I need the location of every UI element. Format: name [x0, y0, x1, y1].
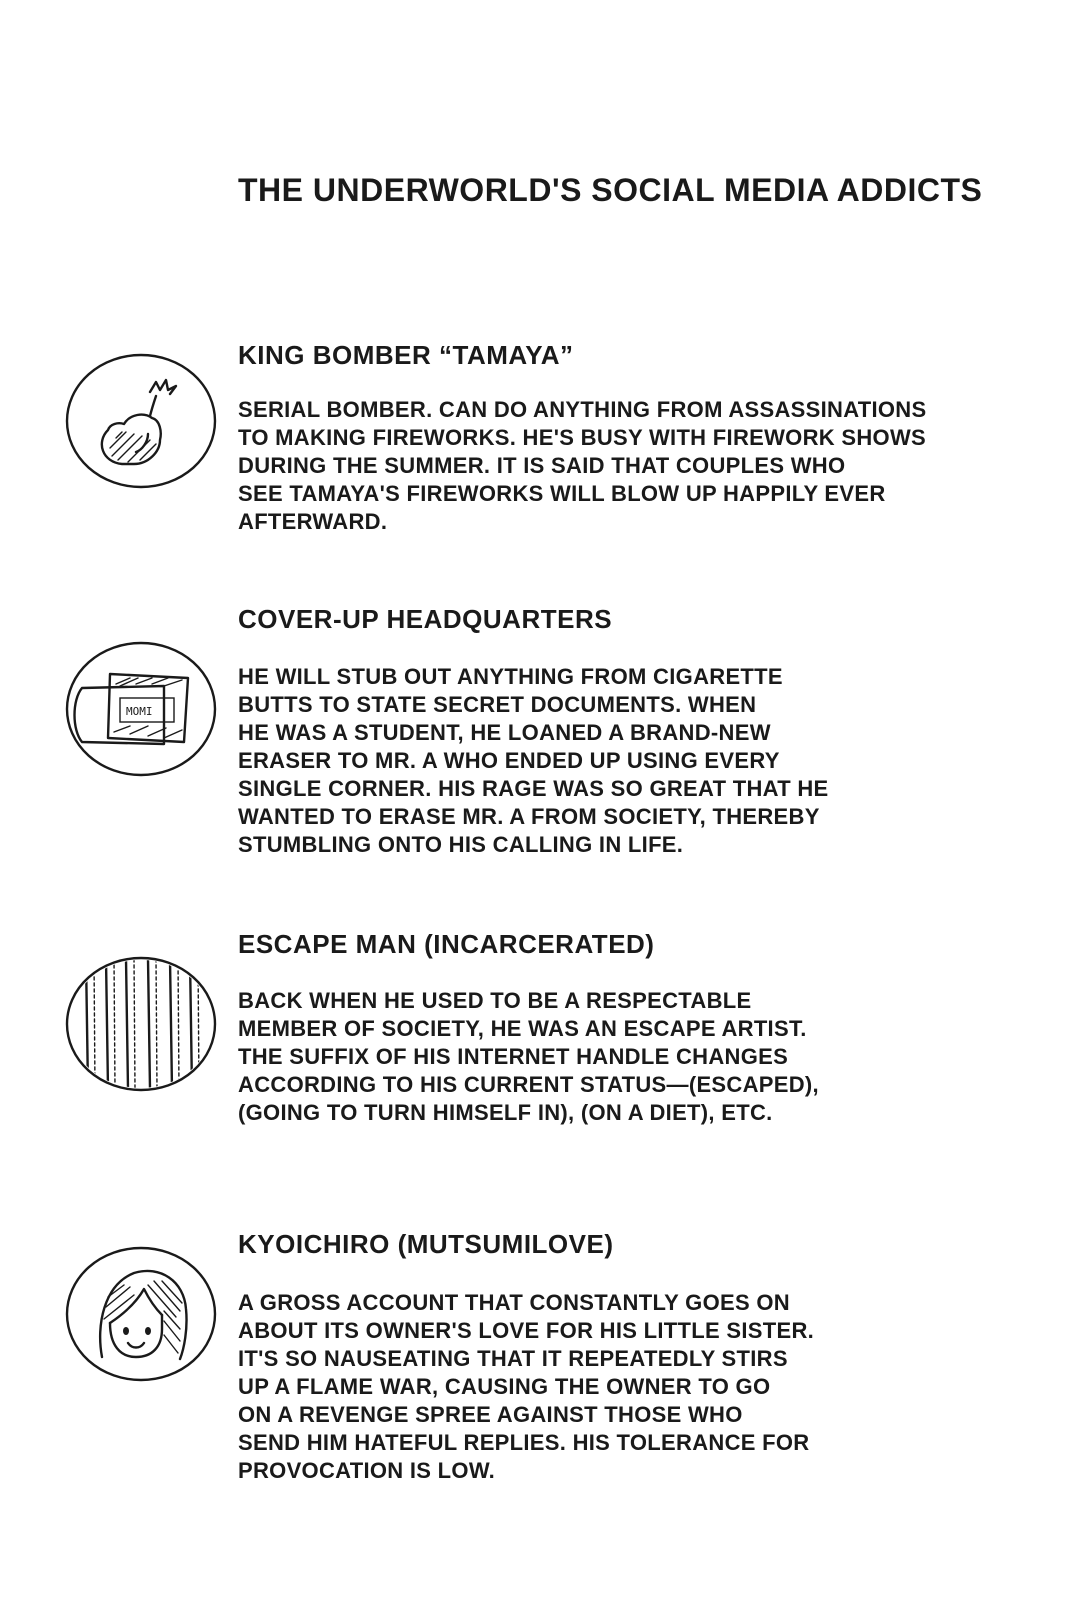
entry-description [238, 663, 958, 859]
description-line: ABOUT ITS OWNER'S LOVE FOR HIS LITTLE SISTER. [238, 1318, 815, 1343]
description-line: UP A FLAME WAR, CAUSING THE OWNER TO GO [238, 1374, 771, 1399]
description-line: TO MAKING FIREWORKS. HE'S BUSY WITH FIREWORK SHOWS [238, 425, 926, 450]
entry-name: ESCAPE MAN (INCARCERATED) [238, 929, 655, 959]
description-line: PROVOCATION IS LOW. [238, 1458, 496, 1483]
description-line: (GOING TO TURN HIMSELF IN), (ON A DIET), ETC. [238, 1100, 773, 1125]
description-line: BACK WHEN HE USED TO BE A RESPECTABLE [238, 988, 752, 1013]
description-line: IT'S SO NAUSEATING THAT IT REPEATEDLY STIRS [238, 1346, 788, 1371]
description-line: WANTED TO ERASE MR. A FROM SOCIETY, THEREBY [238, 804, 820, 829]
prison-bars-icon [64, 955, 218, 1093]
description-line: HE WAS A STUDENT, HE LOANED A BRAND-NEW [238, 720, 771, 745]
eraser-label: MOMI [126, 705, 153, 718]
page-title: THE UNDERWORLD'S SOCIAL MEDIA ADDICTS [238, 172, 983, 208]
description-line: ACCORDING TO HIS CURRENT STATUS—(ESCAPED), [238, 1072, 819, 1097]
eraser-icon [64, 640, 218, 778]
description-line: ON A REVENGE SPREE AGAINST THOSE WHO [238, 1402, 743, 1427]
description-line: STUMBLING ONTO HIS CALLING IN LIFE. [238, 832, 684, 857]
entry-name: KING BOMBER “TAMAYA” [238, 340, 574, 370]
girl-face-icon [64, 1245, 218, 1383]
bomb-icon [64, 352, 218, 490]
description-line: DURING THE SUMMER. IT IS SAID THAT COUPLES WHO [238, 453, 846, 478]
description-line: THE SUFFIX OF HIS INTERNET HANDLE CHANGES [238, 1044, 789, 1069]
entry-description [238, 396, 958, 536]
entry-name: KYOICHIRO (MUTSUMILOVE) [238, 1229, 614, 1259]
description-line: AFTERWARD. [238, 509, 388, 534]
description-line: A GROSS ACCOUNT THAT CONSTANTLY GOES ON [238, 1290, 790, 1315]
description-line: ERASER TO MR. A WHO ENDED UP USING EVERY [238, 748, 780, 773]
entry-description [238, 987, 958, 1127]
description-line: SEND HIM HATEFUL REPLIES. HIS TOLERANCE FOR [238, 1430, 810, 1455]
description-line: SERIAL BOMBER. CAN DO ANYTHING FROM ASSASSINATIONS [238, 397, 927, 422]
entry-description [238, 1289, 958, 1485]
description-line: HE WILL STUB OUT ANYTHING FROM CIGARETTE [238, 664, 783, 689]
description-line: MEMBER OF SOCIETY, HE WAS AN ESCAPE ARTIST. [238, 1016, 807, 1041]
description-line: SINGLE CORNER. HIS RAGE WAS SO GREAT THAT HE [238, 776, 829, 801]
entry-name: COVER-UP HEADQUARTERS [238, 604, 613, 634]
description-line: SEE TAMAYA'S FIREWORKS WILL BLOW UP HAPPILY EVER [238, 481, 886, 506]
description-line: BUTTS TO STATE SECRET DOCUMENTS. WHEN [238, 692, 757, 717]
